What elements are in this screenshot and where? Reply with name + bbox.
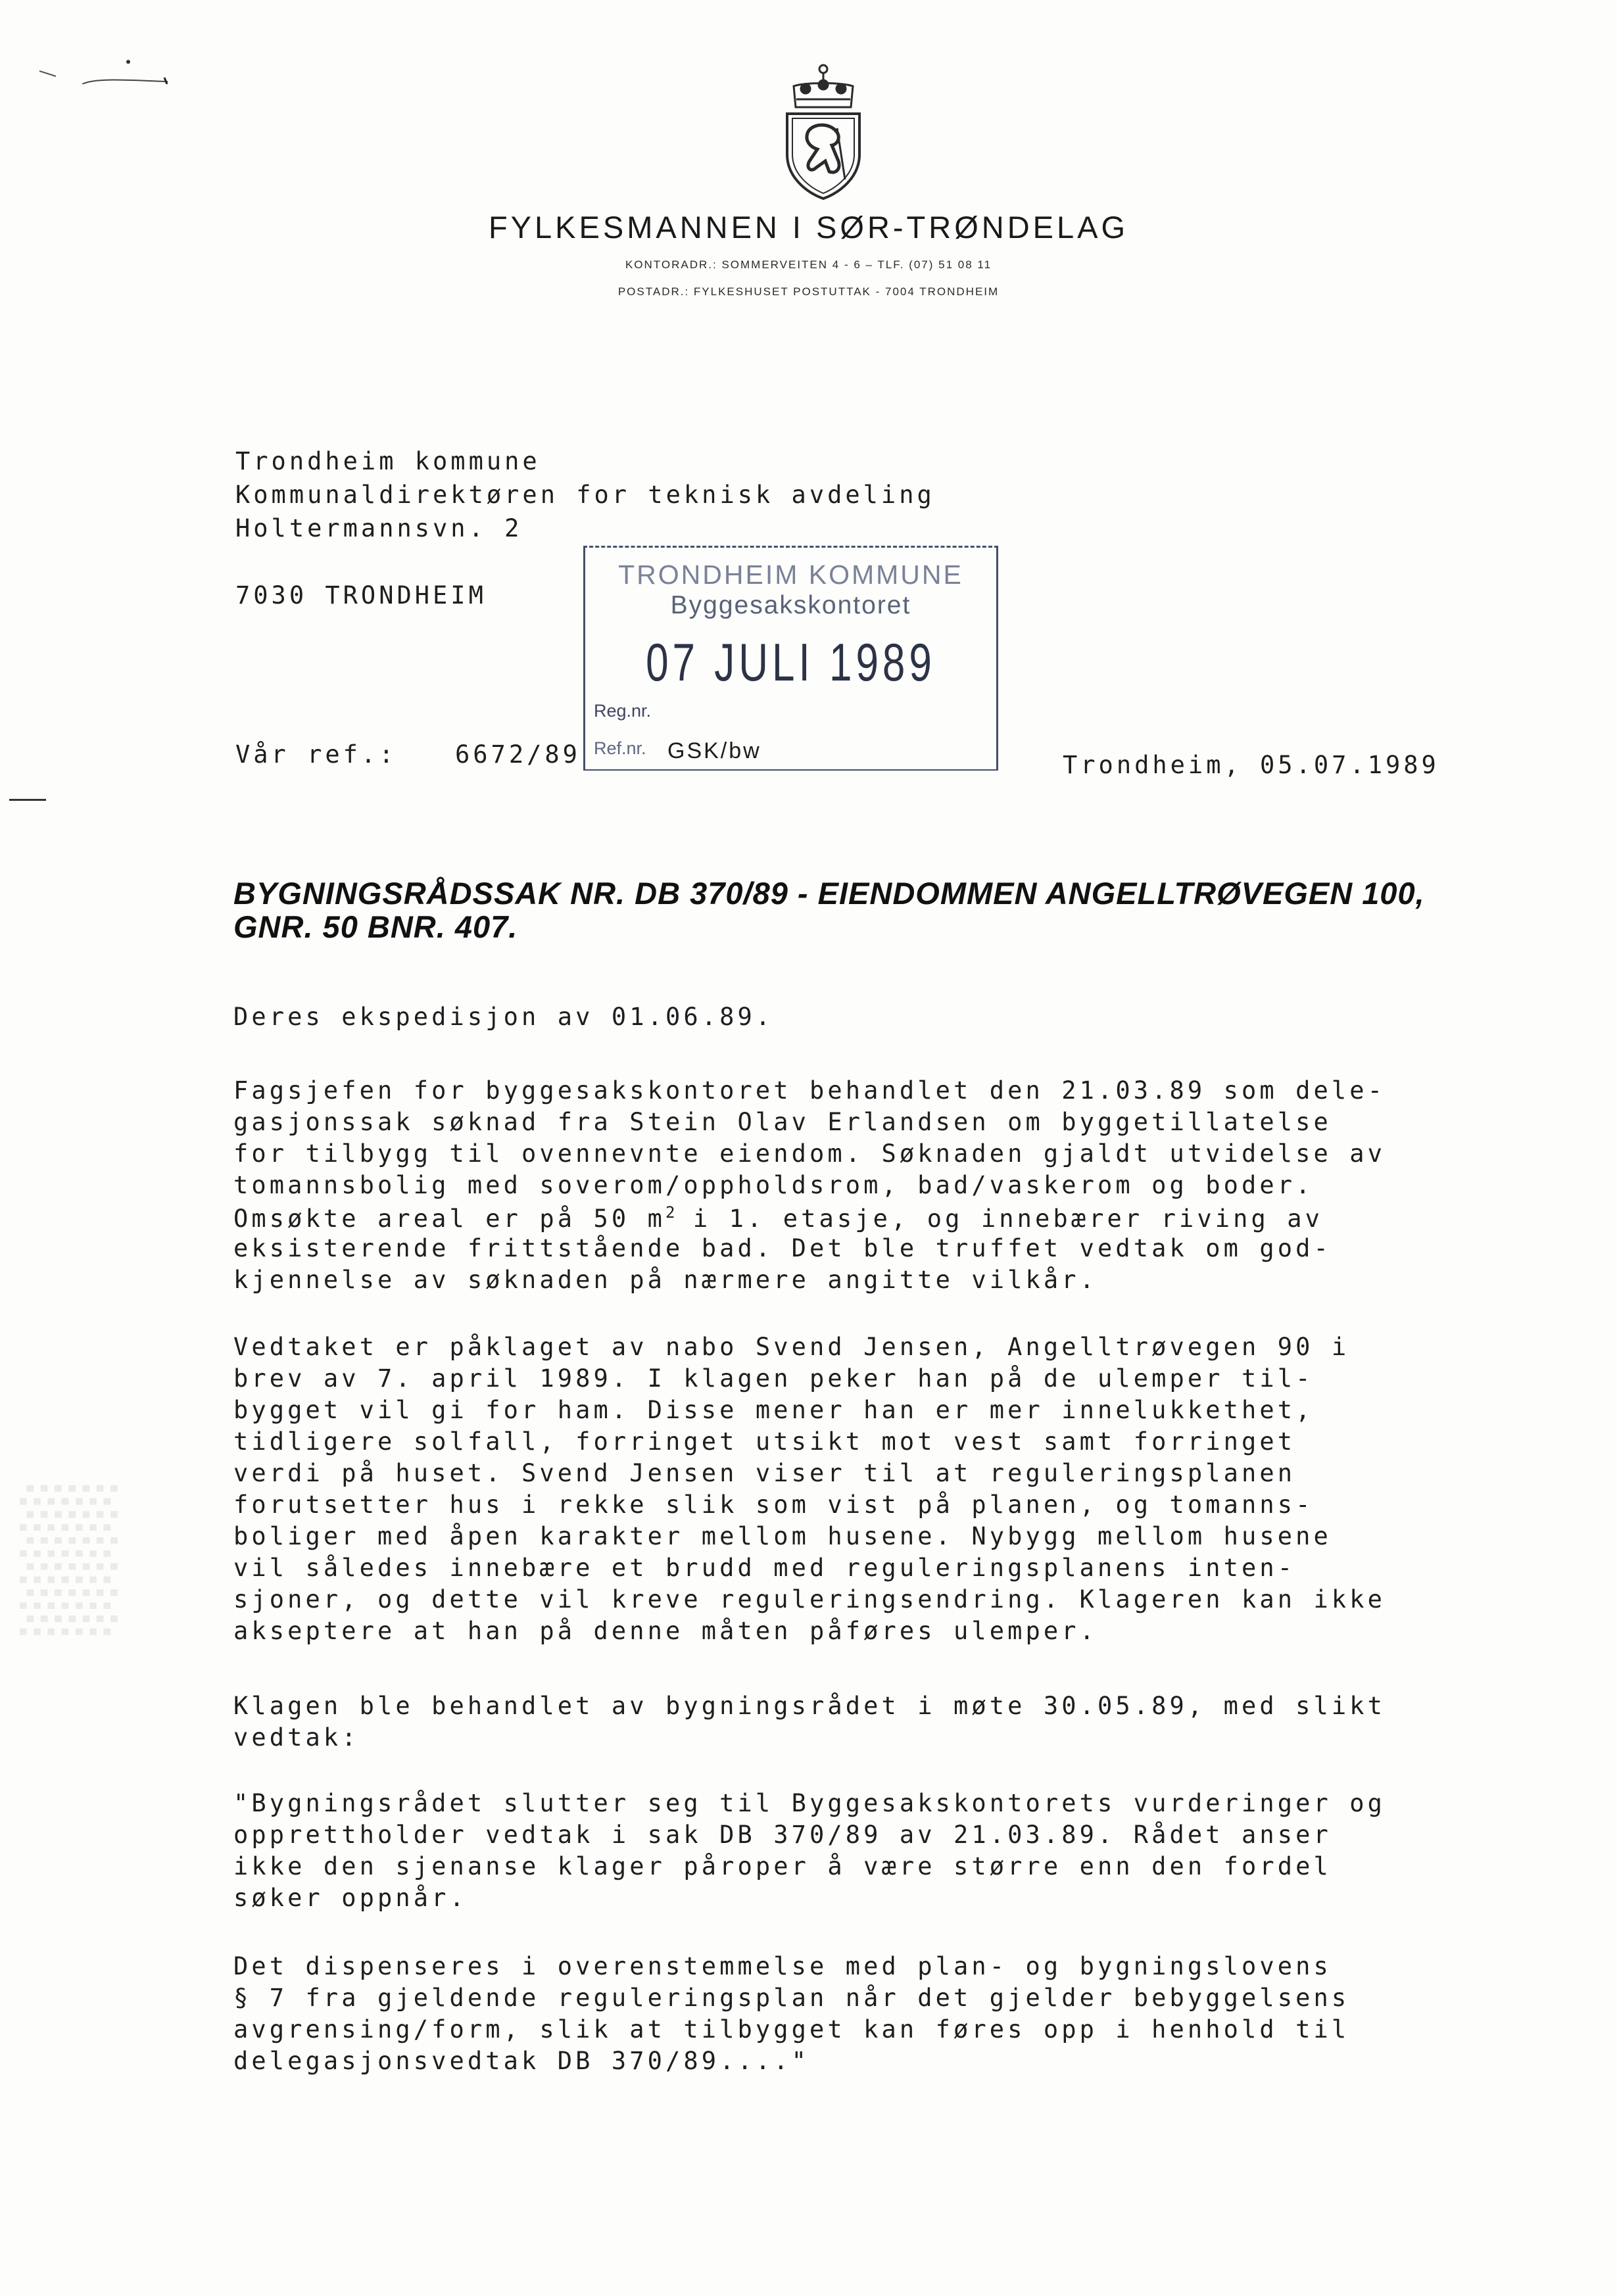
stamp-received-date: 07 JULI 1989 [646, 633, 936, 693]
body-line: tidligere solfall, forringet utsikt mot vest samt forringet [233, 1427, 1296, 1456]
paper-show-through: ▒ [20, 1475, 120, 1629]
body-line: verdi på huset. Svend Jensen viser til at reguleringsplanen [233, 1459, 1296, 1487]
body-line: Vedtaket er påklaget av nabo Svend Jensen, Angelltrøvegen 90 i [233, 1333, 1350, 1361]
body-line: boliger med åpen karakter mellom husene. Nybygg mellom husene [233, 1522, 1332, 1550]
quote-line: "Bygningsrådet slutter seg til Byggesakskontorets vurderinger og [233, 1789, 1386, 1817]
quote-line: Det dispenseres i overenstemmelse med plan- og bygningslovens [233, 1952, 1332, 1980]
quote-line: delegasjonsvedtak DB 370/89...." [233, 2047, 810, 2075]
body-line: tomannsbolig med soverom/oppholdsrom, bad/vaskerom og boder. [233, 1171, 1314, 1199]
margin-scribble-mark [36, 58, 168, 84]
subject-line-2: GNR. 50 BNR. 407. [233, 909, 518, 944]
received-stamp [583, 546, 998, 771]
area-text: Omsøkte areal er på 50 m [233, 1205, 666, 1233]
body-line: vil således innebære et brudd med reguleringsplanens inten- [233, 1554, 1296, 1582]
body-line: for tilbygg til ovennevnte eiendom. Søknaden gjaldt utvidelse av [233, 1139, 1386, 1168]
reference-number: 6672/89 [455, 740, 581, 769]
quote-line: § 7 fra gjeldende reguleringsplan når det gjelder bebyggelsens [233, 1984, 1350, 2012]
body-line: akseptere at han på denne måten påføres ulemper. [233, 1617, 1098, 1645]
recipient-line-4: 7030 TRONDHEIM [235, 581, 487, 610]
office-address: KONTORADR.: SOMMERVEITEN 4 - 6 – TLF. (07) 51 08 11 [625, 258, 992, 271]
body-line: sjoner, og dette vil kreve reguleringsendring. Klageren kan ikke [233, 1585, 1386, 1614]
body-line: Fagsjefen for byggesakskontoret behandlet den 21.03.89 som dele- [233, 1076, 1386, 1105]
reference-label: Vår ref.: [235, 740, 397, 769]
stamp-initials: GSK/bw [667, 738, 761, 763]
place-date: Trondheim, 05.07.1989 [1063, 751, 1439, 779]
quote-line: avgrensing/form, slik at tilbygget kan føres opp i henhold til [233, 2015, 1350, 2044]
subject-line-1: BYGNINGSRÅDSSAK NR. DB 370/89 - EIENDOMMEN ANGELLTRØVEGEN 100, [233, 876, 1425, 911]
body-line: eksisterende frittstående bad. Det ble truffet vedtak om god- [233, 1234, 1332, 1262]
body-line: Klagen ble behandlet av bygningsrådet i møte 30.05.89, med slikt [233, 1692, 1386, 1720]
stamp-department: Byggesakskontoret [670, 591, 911, 619]
body-line-area [233, 1205, 1323, 1231]
recipient-line-3: Holtermannsvn. 2 [235, 514, 523, 542]
postal-address: POSTADR.: FYLKESHUSET POSTUTTAK - 7004 TRONDHEIM [617, 285, 1000, 298]
body-line: kjennelse av søknaden på nærmere angitte vilkår. [233, 1266, 1098, 1294]
body-line: Deres ekspedisjon av 01.06.89. [233, 1003, 774, 1031]
recipient-line-1: Trondheim kommune [235, 447, 541, 475]
body-line: vedtak: [233, 1723, 360, 1752]
quote-line: ikke den sjenanse klager påroper å være større enn den fordel [233, 1852, 1332, 1880]
area-text-rest: i 1. etasje, og innebærer riving av [675, 1205, 1324, 1233]
recipient-line-2: Kommunaldirektøren for teknisk avdeling [235, 481, 935, 509]
stamp-ref-label: Ref.nr. [594, 738, 646, 758]
quote-line: opprettholder vedtak i sak DB 370/89 av 21.03.89. Rådet anser [233, 1821, 1332, 1849]
squared-superscript: 2 [665, 1203, 675, 1222]
margin-dash-mark [9, 799, 46, 801]
body-line: forutsetter hus i rekke slik som vist på planen, og tomanns- [233, 1491, 1314, 1519]
body-line: brev av 7. april 1989. I klagen peker han på de ulemper til- [233, 1364, 1314, 1393]
org-name: FYLKESMANNEN I SØR-TRØNDELAG [488, 210, 1129, 245]
body-line: gasjonssak søknad fra Stein Olav Erlandsen om byggetillatelse [233, 1108, 1332, 1136]
stamp-reg-label: Reg.nr. [594, 701, 652, 721]
stamp-title: TRONDHEIM KOMMUNE [618, 560, 963, 590]
quote-line: søker oppnår. [233, 1884, 468, 1912]
norwegian-lion-crest-icon [779, 62, 868, 201]
body-line: bygget vil gi for ham. Disse mener han er mer innelukkethet, [233, 1396, 1314, 1424]
